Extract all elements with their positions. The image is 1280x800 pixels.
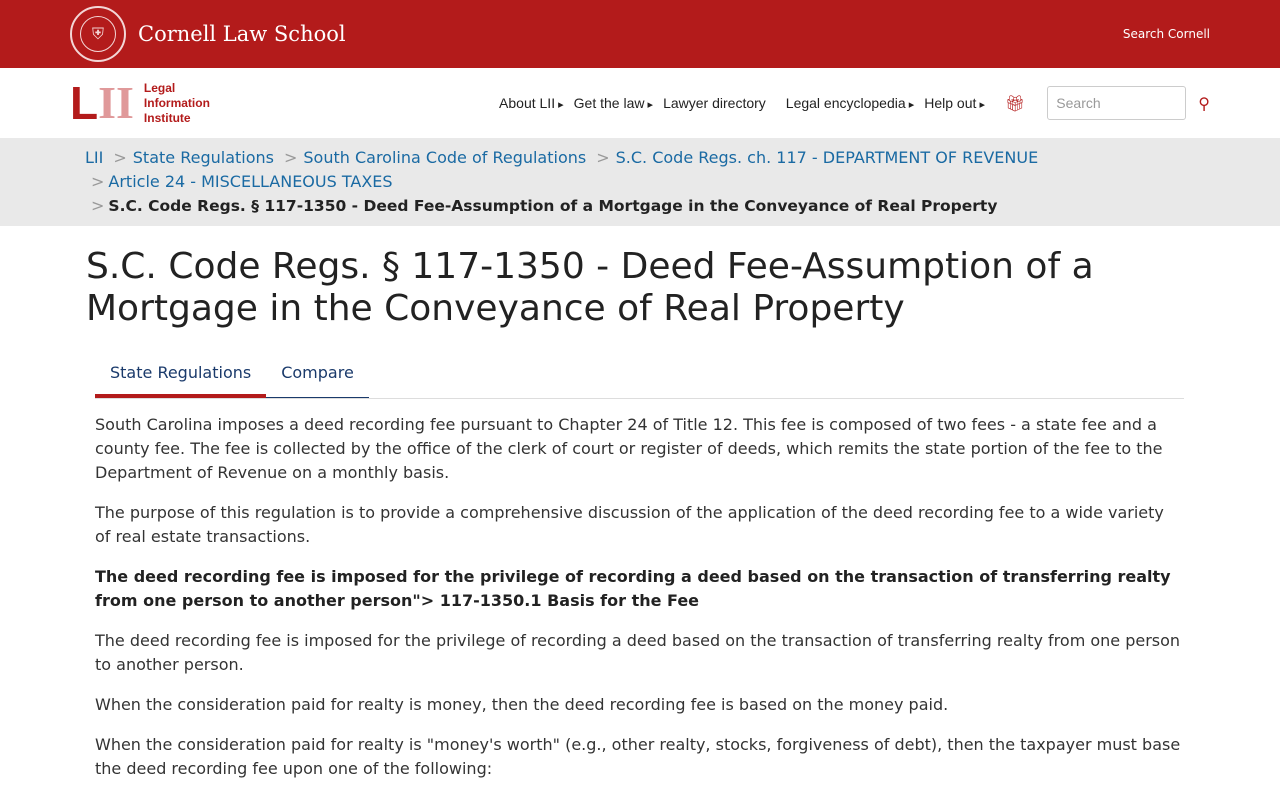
paragraph: South Carolina imposes a deed recording fee pursuant to Chapter 24 of Title 12. This fee is composed of two fees - a state fee and a county fee. The fee is collected by the office of the clerk of court or register of deeds, which remits the state portion of the fee to the Department of Revenue on a monthly basis. [95, 415, 1163, 482]
lii-line3: Institute [143, 110, 191, 125]
main-menu [499, 95, 995, 111]
gift-icon[interactable]: 🎁︎ [1004, 93, 1026, 113]
paragraph: When the consideration paid for realty is "money's worth" (e.g., other realty, stocks, forgiveness of debt), then the taxpayer must base the deed recording fee upon one of the following: [95, 735, 1181, 778]
crumb-sc-code[interactable]: South Carolina Code of Regulations [303, 148, 587, 167]
lii-line2: Information [143, 95, 210, 110]
menu-help-out[interactable]: Help out ▸ [924, 95, 985, 111]
menu-lawyer-directory[interactable]: Lawyer directory [663, 95, 766, 111]
menu-about-lii[interactable]: About LII ▸ [499, 95, 564, 111]
crumb-article-24[interactable]: Article 24 - MISCELLANEOUS TAXES [108, 172, 393, 191]
page-title: S.C. Code Regs. § 117-1350 - Deed Fee-Assumption of a Mortgage in the Conveyance of Real Property [86, 246, 1094, 329]
tabs [95, 352, 1184, 399]
lii-nav [0, 68, 1280, 138]
lii-logo[interactable] [70, 76, 210, 129]
seal-shield-icon: ⛨ [80, 16, 116, 52]
menu-legal-encyclopedia[interactable]: Legal encyclopedia ▸ [786, 95, 914, 111]
search-icon[interactable]: ⚲ [1198, 93, 1210, 113]
cornell-seal-logo[interactable] [70, 6, 126, 62]
lii-line1: Legal [143, 80, 176, 95]
cornell-law-school-link[interactable]: Cornell Law School [138, 22, 346, 46]
breadcrumb: LII > State Regulations > South Carolina Code of Regulations > S.C. Code Regs. ch. 117 - DEPARTMENT OF REVENUE > Article 24 - MISCELLANEOUS TAXES > S.C. Code Regs. § 117-1350 - Deed Fee-Assumption of a Mortgage in the Conveyance of Real Property [0, 138, 1280, 226]
lii-logo-l: L [70, 76, 99, 129]
lii-logo-ii: II [98, 76, 134, 128]
crumb-lii[interactable]: LII [85, 148, 104, 167]
crumb-chapter-117[interactable]: S.C. Code Regs. ch. 117 - DEPARTMENT OF REVENUE [615, 148, 1039, 167]
crumb-state-regulations[interactable]: State Regulations [132, 148, 274, 167]
nav-right [499, 86, 1210, 120]
menu-get-the-law[interactable]: Get the law ▸ [574, 95, 653, 111]
tab-state-regulations[interactable]: State Regulations [95, 352, 266, 398]
search-cornell-link[interactable]: Search Cornell [1122, 27, 1210, 41]
lii-logo-text [144, 81, 210, 126]
section-heading: The deed recording fee is imposed for the privilege of recording a deed based on the transaction of transferring realty from one person to another person"> 117-1350.1 Basis for the Fee [95, 567, 1171, 610]
cornell-header [0, 0, 1280, 68]
search-input[interactable]: Search [1047, 86, 1186, 120]
tab-compare[interactable]: Compare [266, 352, 369, 398]
regulation-text [95, 413, 1184, 781]
crumb-current: S.C. Code Regs. § 117-1350 - Deed Fee-Assumption of a Mortgage in the Conveyance of Real Property [108, 197, 998, 215]
paragraph: The deed recording fee is imposed for the privilege of recording a deed based on the transaction of transferring realty from one person to another person. [95, 631, 1181, 674]
paragraph: When the consideration paid for realty is money, then the deed recording fee is based on the money paid. [95, 695, 949, 714]
section-heading-wrap [95, 565, 1184, 613]
paragraph: The purpose of this regulation is to provide a comprehensive discussion of the application of the deed recording fee to a wide variety of real estate transactions. [95, 503, 1164, 546]
